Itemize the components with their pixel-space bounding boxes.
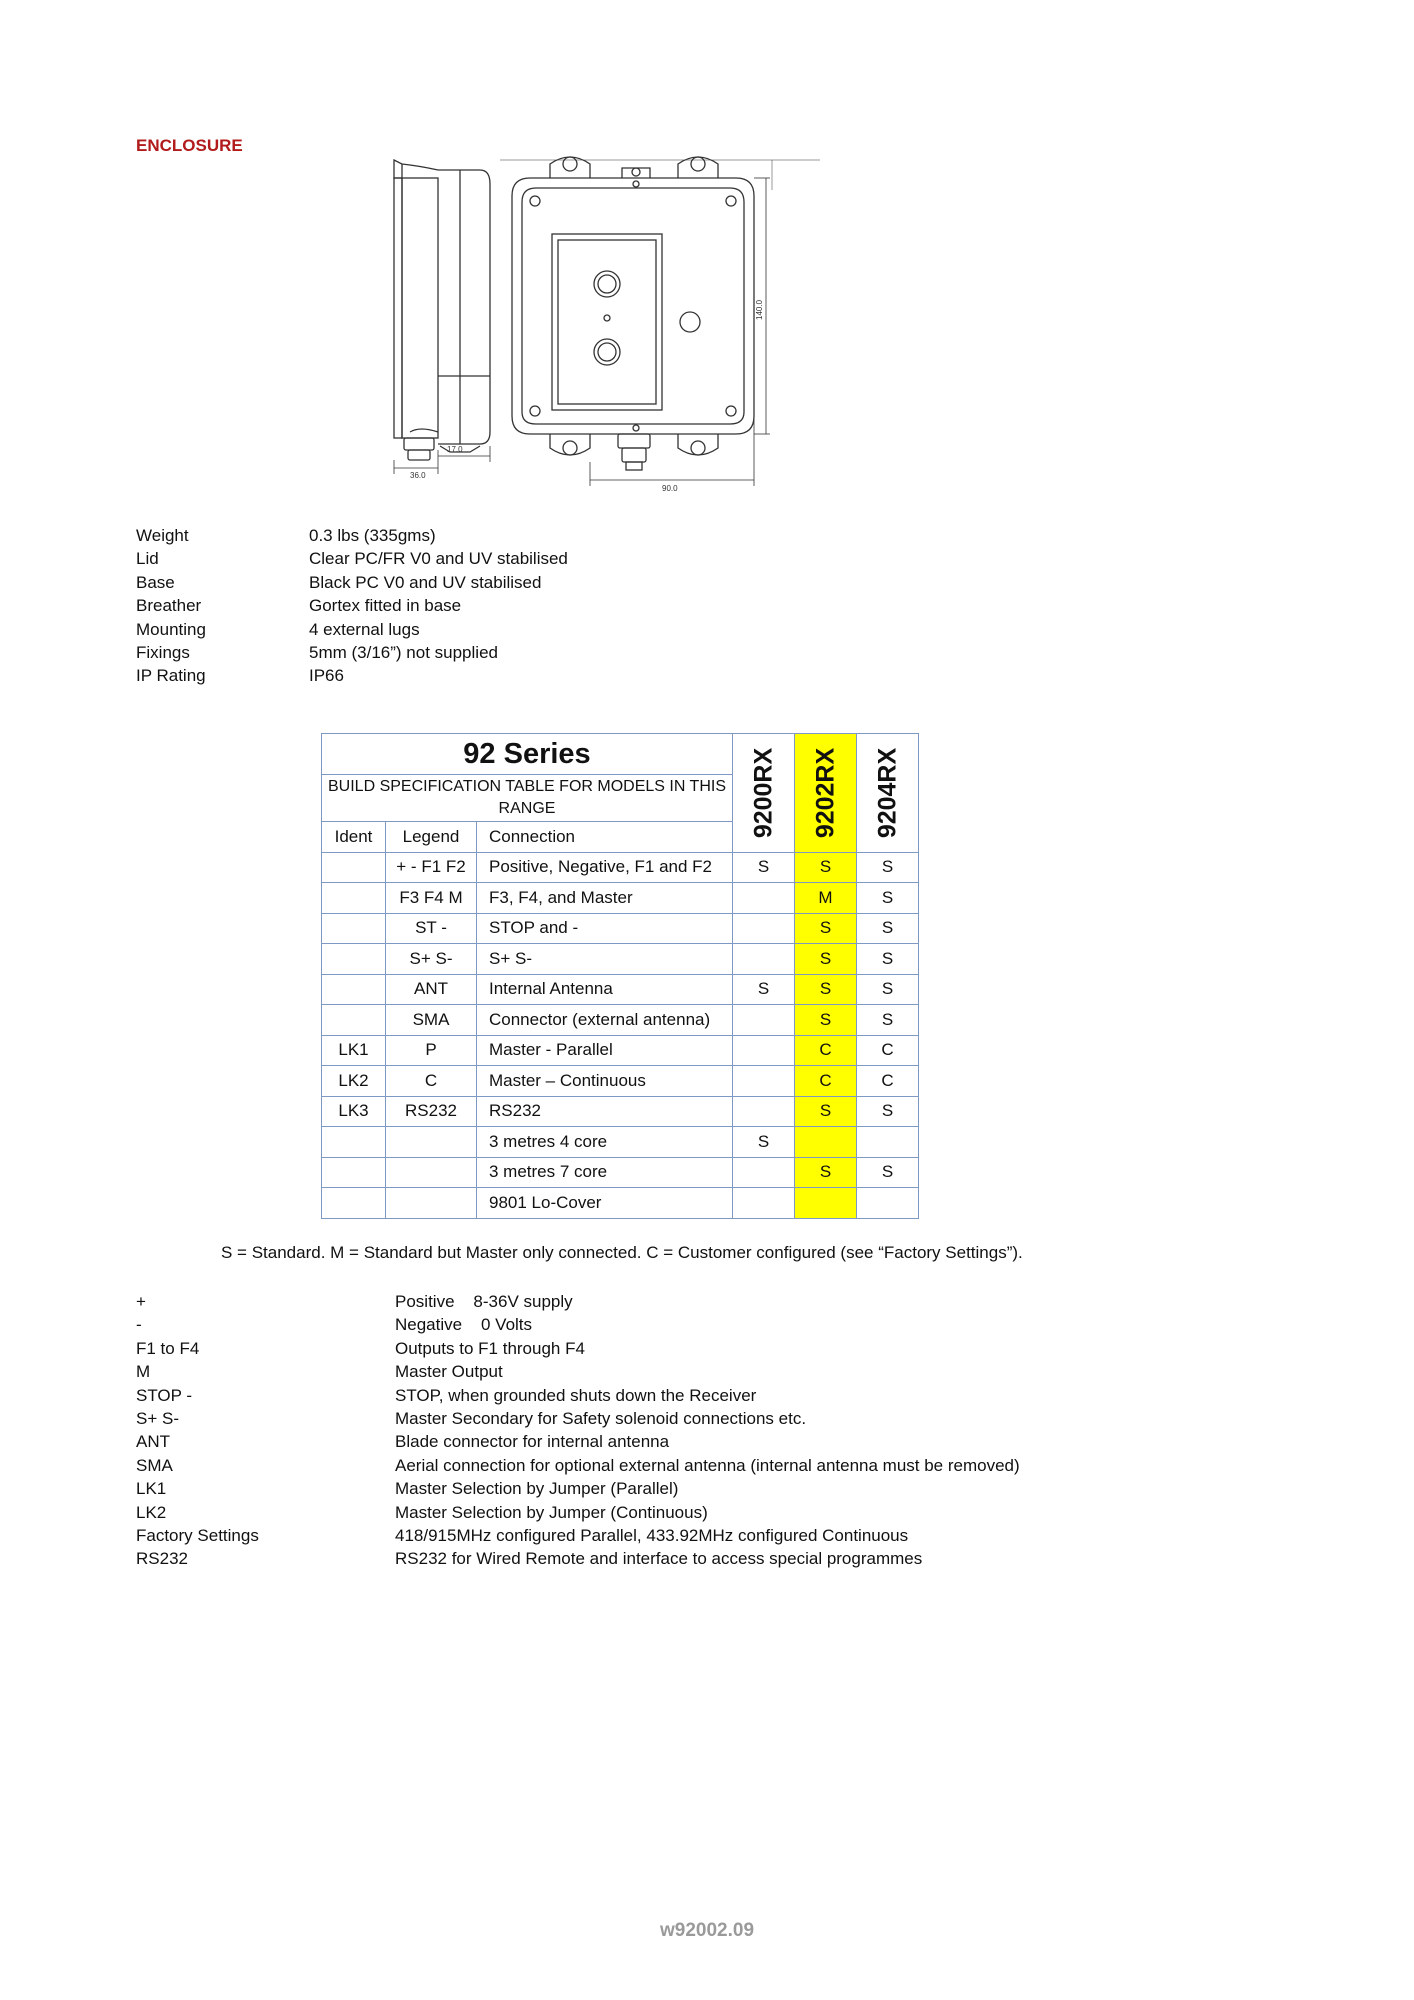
series-title: 92 Series bbox=[322, 734, 733, 775]
cell-9200rx bbox=[733, 913, 795, 944]
cell-9204rx: S bbox=[857, 1096, 919, 1127]
spec-label: Breather bbox=[136, 596, 202, 616]
cell-legend: C bbox=[386, 1066, 477, 1097]
legend-description: STOP, when grounded shuts down the Receiver bbox=[395, 1385, 757, 1405]
cell-9200rx bbox=[733, 1035, 795, 1066]
cell-9202rx: S bbox=[795, 1157, 857, 1188]
spec-label: Base bbox=[136, 572, 175, 592]
spec-label: Weight bbox=[136, 526, 189, 545]
cell-9204rx: S bbox=[857, 944, 919, 975]
cell-9200rx bbox=[733, 1066, 795, 1097]
legend-description: Aerial connection for optional external antenna (internal antenna must be removed) bbox=[395, 1455, 1020, 1475]
cell-9200rx bbox=[733, 1096, 795, 1127]
legend-key: M bbox=[136, 1362, 151, 1382]
document-code: w92002.09 bbox=[659, 1920, 755, 1941]
dim-label-140: 140.0 bbox=[755, 299, 764, 320]
legend-key: Factory Settings bbox=[136, 1526, 259, 1545]
cell-connection: RS232 bbox=[477, 1096, 733, 1127]
legend-key: + bbox=[136, 1292, 146, 1311]
table-row bbox=[322, 1096, 919, 1127]
cell-legend bbox=[386, 1127, 477, 1158]
cell-9202rx: S bbox=[795, 852, 857, 883]
cell-connection: STOP and - bbox=[477, 913, 733, 944]
cell-9200rx bbox=[733, 1188, 795, 1219]
cell-9200rx bbox=[733, 1157, 795, 1188]
spec-value: Gortex fitted in base bbox=[309, 596, 462, 616]
cell-connection: 3 metres 4 core bbox=[477, 1127, 733, 1158]
cell-connection: Master – Continuous bbox=[477, 1066, 733, 1097]
cell-9200rx: S bbox=[733, 974, 795, 1005]
spec-value: 4 external lugs bbox=[309, 619, 420, 639]
model-header-9200rx: 9200RX bbox=[733, 734, 795, 853]
cell-9204rx: S bbox=[857, 974, 919, 1005]
legend-description: 418/915MHz configured Parallel, 433.92MHz configured Continuous bbox=[395, 1526, 909, 1545]
cell-ident bbox=[322, 944, 386, 975]
spec-value: 5mm (3/16”) not supplied bbox=[309, 643, 498, 662]
cell-connection: S+ S- bbox=[477, 944, 733, 975]
cell-ident bbox=[322, 1005, 386, 1036]
cell-legend: ANT bbox=[386, 974, 477, 1005]
legend-key: ANT bbox=[136, 1432, 170, 1452]
cell-legend: + - F1 F2 bbox=[386, 852, 477, 883]
table-row bbox=[322, 1157, 919, 1188]
table-row bbox=[322, 1035, 919, 1066]
cell-connection: F3, F4, and Master bbox=[477, 883, 733, 914]
cell-9204rx bbox=[857, 1127, 919, 1158]
spec-value: Black PC V0 and UV stabilised bbox=[309, 572, 542, 592]
legend-key: SMA bbox=[136, 1455, 173, 1475]
cell-legend: P bbox=[386, 1035, 477, 1066]
build-spec-table bbox=[321, 733, 919, 1219]
legend-key: - bbox=[136, 1315, 142, 1335]
cell-9200rx bbox=[733, 1005, 795, 1036]
cell-legend bbox=[386, 1157, 477, 1188]
cell-connection: Positive, Negative, F1 and F2 bbox=[477, 852, 733, 883]
cell-ident bbox=[322, 1127, 386, 1158]
legend-description: RS232 for Wired Remote and interface to access special programmes bbox=[395, 1549, 923, 1569]
cell-ident bbox=[322, 852, 386, 883]
legend-key: LK2 bbox=[136, 1502, 167, 1522]
legend-key: F1 to F4 bbox=[136, 1338, 200, 1358]
legend-description: Outputs to F1 through F4 bbox=[395, 1338, 585, 1358]
legend-key: LK1 bbox=[136, 1479, 167, 1499]
cell-9202rx: C bbox=[795, 1035, 857, 1066]
cell-legend: SMA bbox=[386, 1005, 477, 1036]
cell-9202rx: M bbox=[795, 883, 857, 914]
cell-legend: RS232 bbox=[386, 1096, 477, 1127]
side-view bbox=[394, 160, 490, 474]
cell-9202rx: C bbox=[795, 1066, 857, 1097]
dim-label-90: 90.0 bbox=[662, 484, 678, 493]
spec-value: Clear PC/FR V0 and UV stabilised bbox=[309, 549, 568, 569]
cell-connection: 3 metres 7 core bbox=[477, 1157, 733, 1188]
legend-description: Master Output bbox=[395, 1362, 503, 1382]
cell-ident bbox=[322, 1157, 386, 1188]
cell-legend: S+ S- bbox=[386, 944, 477, 975]
model-header-9204rx: 9204RX bbox=[857, 734, 919, 853]
cell-9202rx: S bbox=[795, 1096, 857, 1127]
cell-9204rx: S bbox=[857, 883, 919, 914]
cell-9204rx: C bbox=[857, 1066, 919, 1097]
table-row bbox=[322, 852, 919, 883]
cell-ident: LK3 bbox=[322, 1096, 386, 1127]
cell-9204rx: S bbox=[857, 852, 919, 883]
cell-connection: 9801 Lo-Cover bbox=[477, 1188, 733, 1219]
table-row bbox=[322, 1188, 919, 1219]
cell-9200rx: S bbox=[733, 852, 795, 883]
cell-9202rx: S bbox=[795, 1005, 857, 1036]
legend-description: Blade connector for internal antenna bbox=[395, 1432, 670, 1452]
legend-description: Master Selection by Jumper (Continuous) bbox=[395, 1502, 708, 1522]
cell-9202rx bbox=[795, 1127, 857, 1158]
cell-ident bbox=[322, 913, 386, 944]
cell-9200rx bbox=[733, 883, 795, 914]
spec-label: Lid bbox=[136, 549, 159, 569]
cell-9204rx: C bbox=[857, 1035, 919, 1066]
cell-ident bbox=[322, 974, 386, 1005]
legend-key: S+ S- bbox=[136, 1409, 179, 1428]
cell-9202rx bbox=[795, 1188, 857, 1219]
cell-ident: LK2 bbox=[322, 1066, 386, 1097]
cell-9204rx: S bbox=[857, 1157, 919, 1188]
dim-label-36: 36.0 bbox=[410, 471, 426, 480]
cell-9200rx bbox=[733, 944, 795, 975]
cell-connection: Connector (external antenna) bbox=[477, 1005, 733, 1036]
header-legend: Legend bbox=[386, 822, 477, 853]
header-connection: Connection bbox=[477, 822, 733, 853]
cell-9204rx: S bbox=[857, 1005, 919, 1036]
table-row bbox=[322, 883, 919, 914]
table-note: S = Standard. M = Standard but Master only connected. C = Customer configured (see “Factory Settings”). bbox=[221, 1243, 1023, 1262]
cell-ident bbox=[322, 883, 386, 914]
header-ident: Ident bbox=[322, 822, 386, 853]
cell-ident: LK1 bbox=[322, 1035, 386, 1066]
cell-9202rx: S bbox=[795, 944, 857, 975]
cell-9202rx: S bbox=[795, 974, 857, 1005]
spec-value: IP66 bbox=[309, 666, 344, 686]
cell-legend: F3 F4 M bbox=[386, 883, 477, 914]
cell-connection: Internal Antenna bbox=[477, 974, 733, 1005]
cell-9200rx: S bbox=[733, 1127, 795, 1158]
cell-9204rx bbox=[857, 1188, 919, 1219]
legend-description: Master Selection by Jumper (Parallel) bbox=[395, 1479, 679, 1499]
spec-value: 0.3 lbs (335gms) bbox=[309, 526, 436, 545]
cell-legend: ST - bbox=[386, 913, 477, 944]
cell-9204rx: S bbox=[857, 913, 919, 944]
cell-ident bbox=[322, 1188, 386, 1219]
table-row bbox=[322, 944, 919, 975]
table-row bbox=[322, 1127, 919, 1158]
section-title: ENCLOSURE bbox=[136, 136, 243, 155]
cell-9202rx: S bbox=[795, 913, 857, 944]
spec-label: IP Rating bbox=[136, 666, 206, 686]
spec-label: Mounting bbox=[136, 619, 206, 639]
cell-connection: Master - Parallel bbox=[477, 1035, 733, 1066]
legend-key: RS232 bbox=[136, 1549, 188, 1569]
legend-description: Positive 8-36V supply bbox=[395, 1292, 573, 1311]
dim-label-17: 17.0 bbox=[447, 445, 463, 454]
model-header-9202rx: 9202RX bbox=[795, 734, 857, 853]
table-subtitle: BUILD SPECIFICATION TABLE FOR MODELS IN THIS RANGE bbox=[322, 775, 733, 822]
table-row bbox=[322, 1005, 919, 1036]
legend-key: STOP - bbox=[136, 1385, 193, 1405]
legend-description: Master Secondary for Safety solenoid connections etc. bbox=[395, 1409, 807, 1428]
spec-label: Fixings bbox=[136, 643, 190, 662]
table-row bbox=[322, 974, 919, 1005]
table-row bbox=[322, 1066, 919, 1097]
front-view bbox=[500, 157, 820, 486]
enclosure-drawing bbox=[380, 150, 880, 505]
cell-legend bbox=[386, 1188, 477, 1219]
table-row bbox=[322, 913, 919, 944]
legend-description: Negative 0 Volts bbox=[395, 1315, 533, 1335]
